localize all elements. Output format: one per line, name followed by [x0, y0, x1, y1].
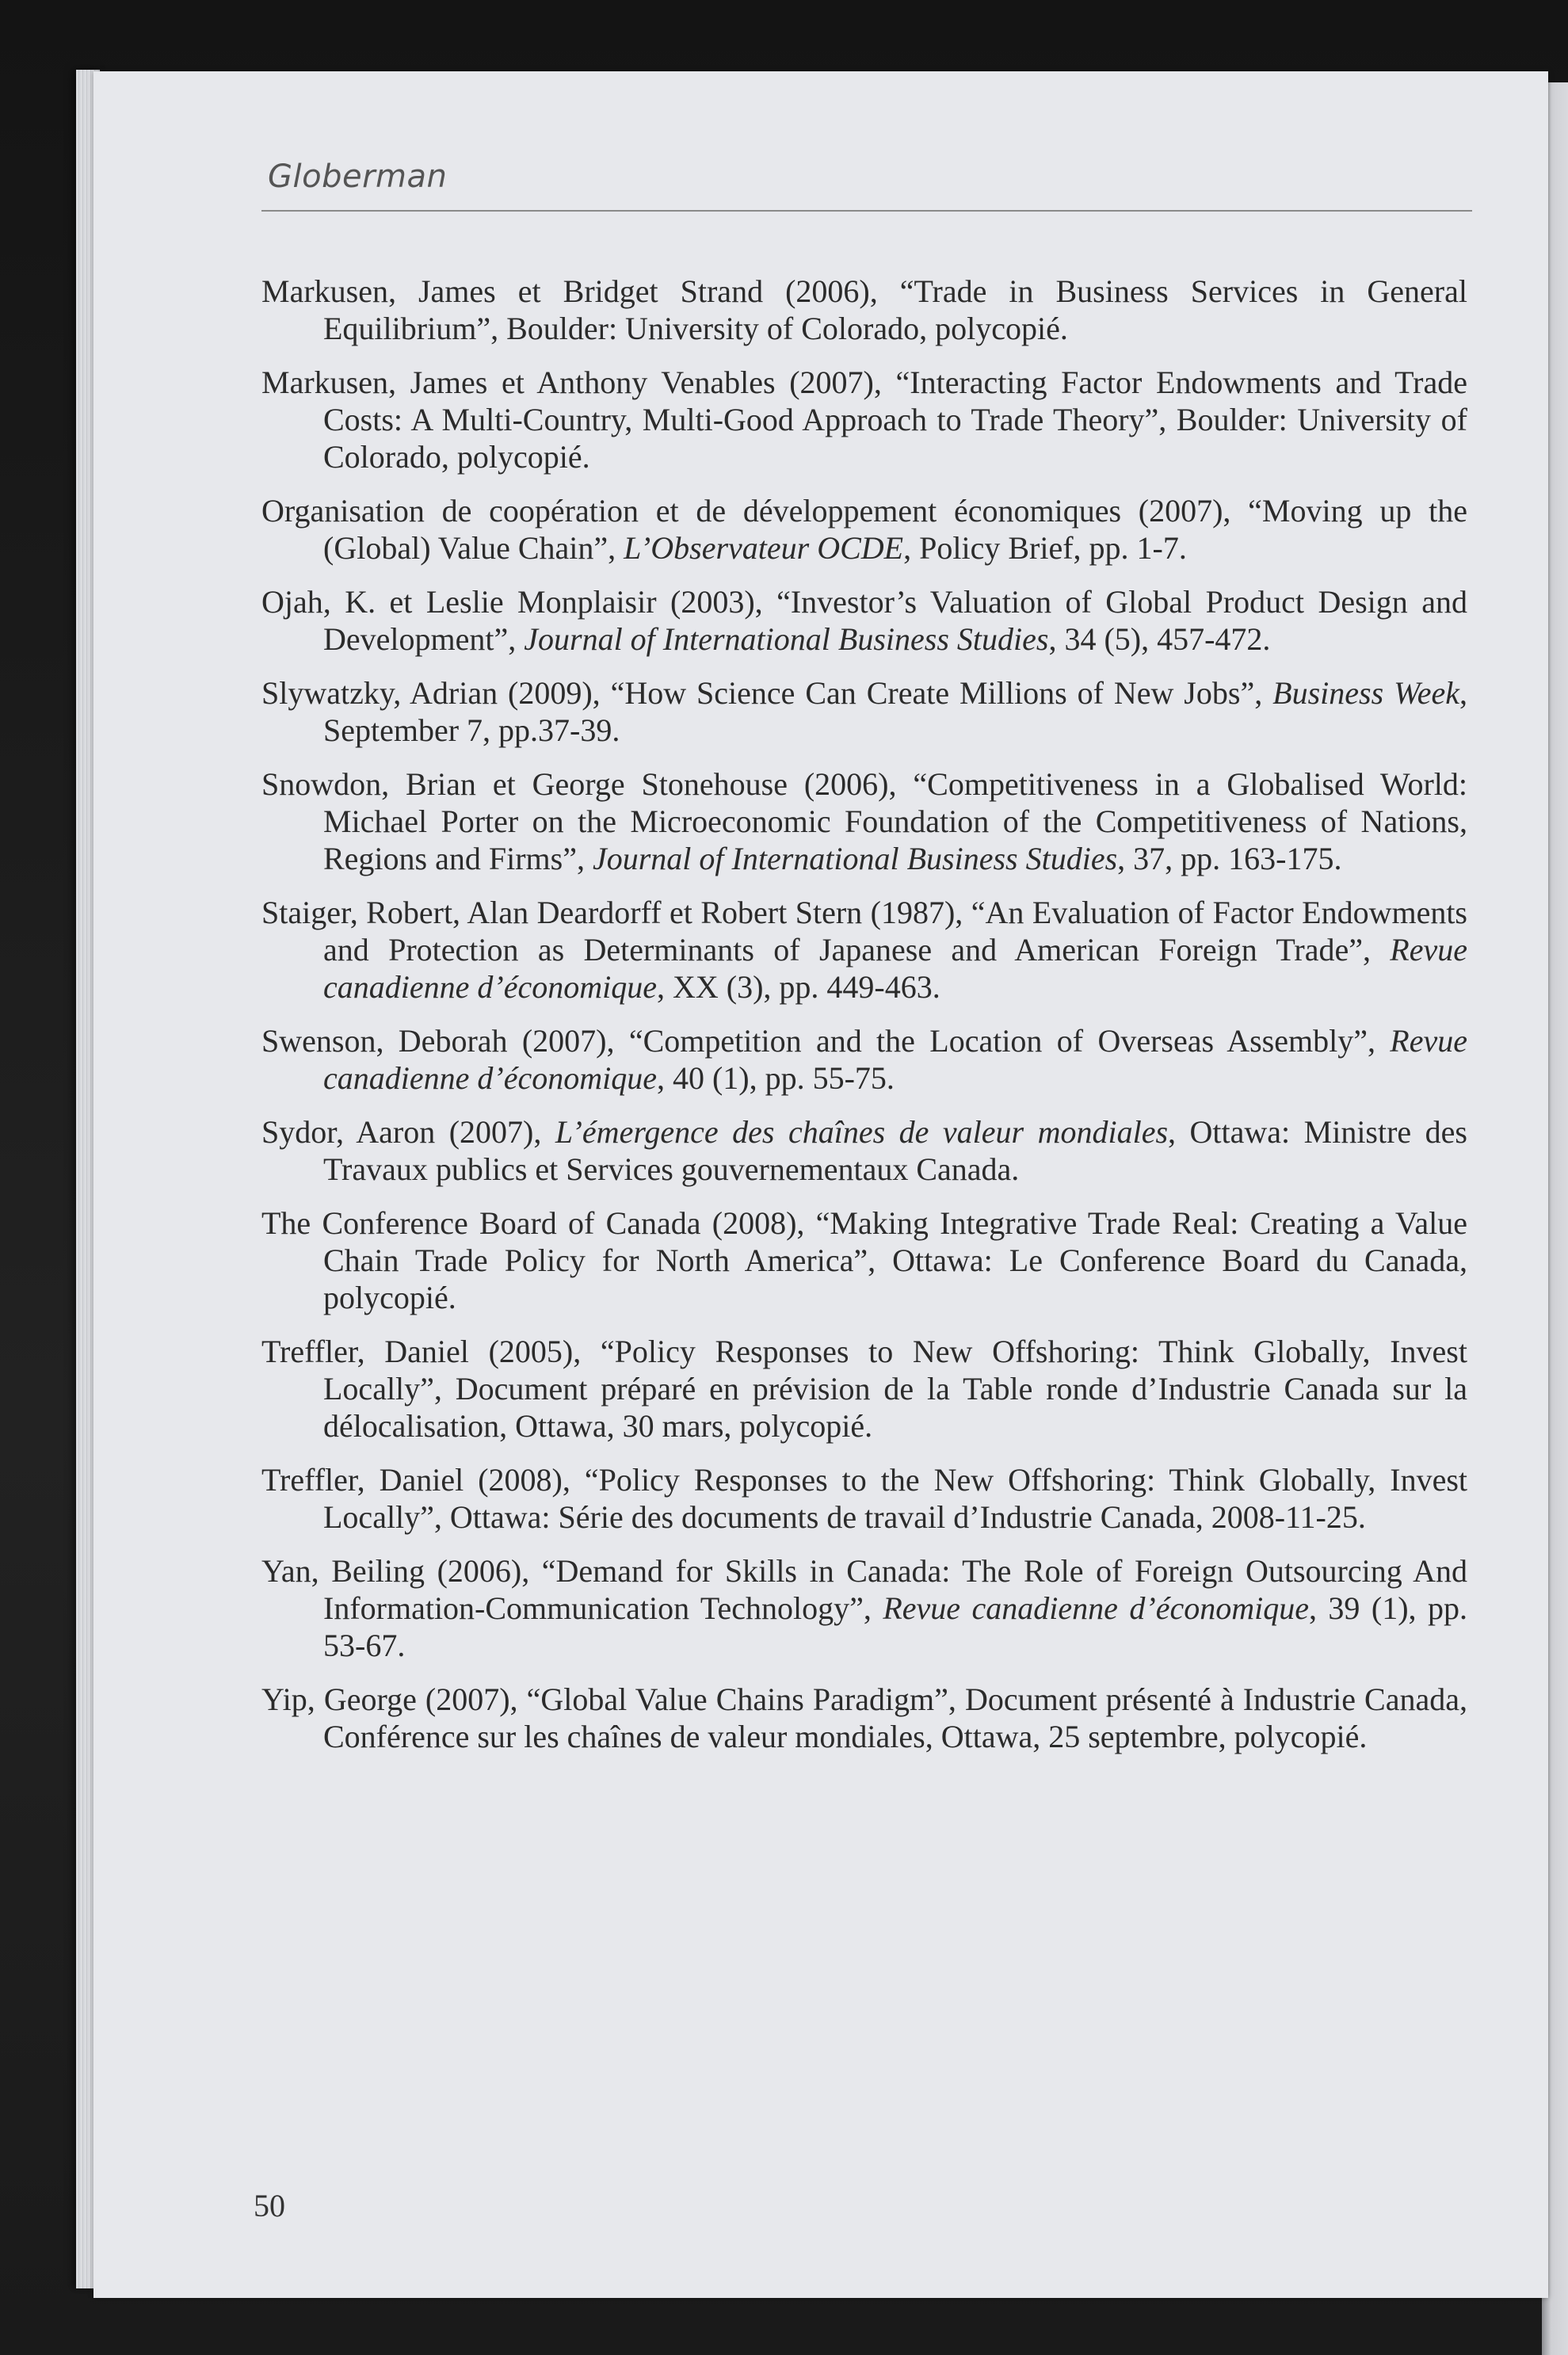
- reference-entry: [261, 583, 1467, 658]
- reference-text: Markusen, James et Bridget Strand (2006), “Trade in Business Services in General Equilibrium”, Boulder: University of Colorado, polycopié.: [261, 273, 1467, 346]
- reference-text: Sydor, Aaron (2007),: [261, 1114, 555, 1150]
- reference-details: , Policy Brief, pp. 1-7.: [903, 530, 1187, 566]
- reference-details: , Ottawa: Ministre des Travaux publics et Services gouvernementaux Canada.: [323, 1114, 1468, 1187]
- reference-entry: [261, 1022, 1467, 1097]
- running-head: Globerman: [268, 158, 448, 195]
- reference-text: Staiger, Robert, Alan Deardorff et Robert Stern (1987), “An Evaluation of Factor Endowments and Protection as Determinants of Japanese and American Foreign Trade”,: [261, 895, 1467, 968]
- reference-entry: [261, 364, 1467, 475]
- reference-text: Snowdon, Brian et George Stonehouse (2006), “Competitiveness in a Globalised World: Michael Porter on the Microeconomic Foundation of the Competitiveness of Nations, Regions and Firms”,: [261, 766, 1467, 876]
- reference-source: Business Week: [1272, 675, 1459, 711]
- reference-details: , September 7, pp.37-39.: [323, 675, 1467, 748]
- reference-source: L’Observateur OCDE: [624, 530, 904, 566]
- reference-text: Ojah, K. et Leslie Monplaisir (2003), “Investor’s Valuation of Global Product Design and Development”,: [261, 584, 1467, 657]
- reference-entry: [261, 273, 1467, 347]
- reference-entry: [261, 1681, 1467, 1755]
- reference-source: Revue canadienne d’économique: [883, 1590, 1309, 1626]
- reference-text: Yan, Beiling (2006), “Demand for Skills in Canada: The Role of Foreign Outsourcing And Information-Communication Technology”,: [261, 1553, 1467, 1626]
- reference-entry: [261, 674, 1467, 749]
- page-number: 50: [254, 2188, 285, 2223]
- reference-source: Journal of International Business Studies: [592, 841, 1118, 876]
- reference-entry: [261, 1461, 1467, 1536]
- reference-text: Treffler, Daniel (2008), “Policy Responses to the New Offshoring: Think Globally, Invest Locally”, Ottawa: Série des documents de travail d’Industrie Canada, 2008-11-25.: [261, 1462, 1467, 1535]
- reference-list: [261, 273, 1467, 1772]
- reference-source: Revue canadienne d’économique: [323, 932, 1467, 1005]
- reference-details: , 40 (1), pp. 55-75.: [656, 1060, 895, 1096]
- reference-text: Yip, George (2007), “Global Value Chains Paradigm”, Document présenté à Industrie Canada, Conférence sur les chaînes de valeur mondiales, Ottawa, 25 septembre, polycopié.: [261, 1681, 1467, 1754]
- reference-entry: [261, 894, 1467, 1006]
- reference-text: Organisation de coopération et de développement économiques (2007), “Moving up the (Global) Value Chain”,: [261, 493, 1467, 566]
- reference-details: , 34 (5), 457-472.: [1048, 621, 1271, 657]
- reference-text: The Conference Board of Canada (2008), “Making Integrative Trade Real: Creating a Value Chain Trade Policy for North America”, Ottawa: Le Conference Board du Canada, polycopié.: [261, 1205, 1467, 1315]
- reference-details: , XX (3), pp. 449-463.: [656, 969, 940, 1005]
- reference-entry: [261, 765, 1467, 877]
- reference-text: Swenson, Deborah (2007), “Competition and the Location of Overseas Assembly”,: [261, 1023, 1391, 1059]
- reference-details: , 39 (1), pp. 53-67.: [323, 1590, 1467, 1663]
- reference-entry: [261, 1204, 1467, 1316]
- reference-text: Treffler, Daniel (2005), “Policy Responses to New Offshoring: Think Globally, Invest Locally”, Document préparé en prévision de la Table ronde d’Industrie Canada sur la délocalisation, Ottawa, 30 mars, polycopié.: [261, 1334, 1467, 1444]
- reference-text: Markusen, James et Anthony Venables (2007), “Interacting Factor Endowments and Trade Costs: A Multi-Country, Multi-Good Approach to Trade Theory”, Boulder: University of Colorado, polycopié.: [261, 365, 1467, 475]
- reference-text: Slywatzky, Adrian (2009), “How Science Can Create Millions of New Jobs”,: [261, 675, 1273, 711]
- reference-details: , 37, pp. 163-175.: [1117, 841, 1342, 876]
- reference-source: Journal of International Business Studies: [524, 621, 1049, 657]
- reference-source: Revue canadienne d’économique: [323, 1023, 1467, 1096]
- reference-entry: [261, 1333, 1467, 1445]
- reference-source: L’émergence des chaînes de valeur mondiales: [555, 1114, 1169, 1150]
- reference-entry: [261, 1552, 1467, 1664]
- header-rule: [261, 210, 1472, 212]
- reference-entry: [261, 1113, 1467, 1188]
- reference-entry: [261, 492, 1467, 567]
